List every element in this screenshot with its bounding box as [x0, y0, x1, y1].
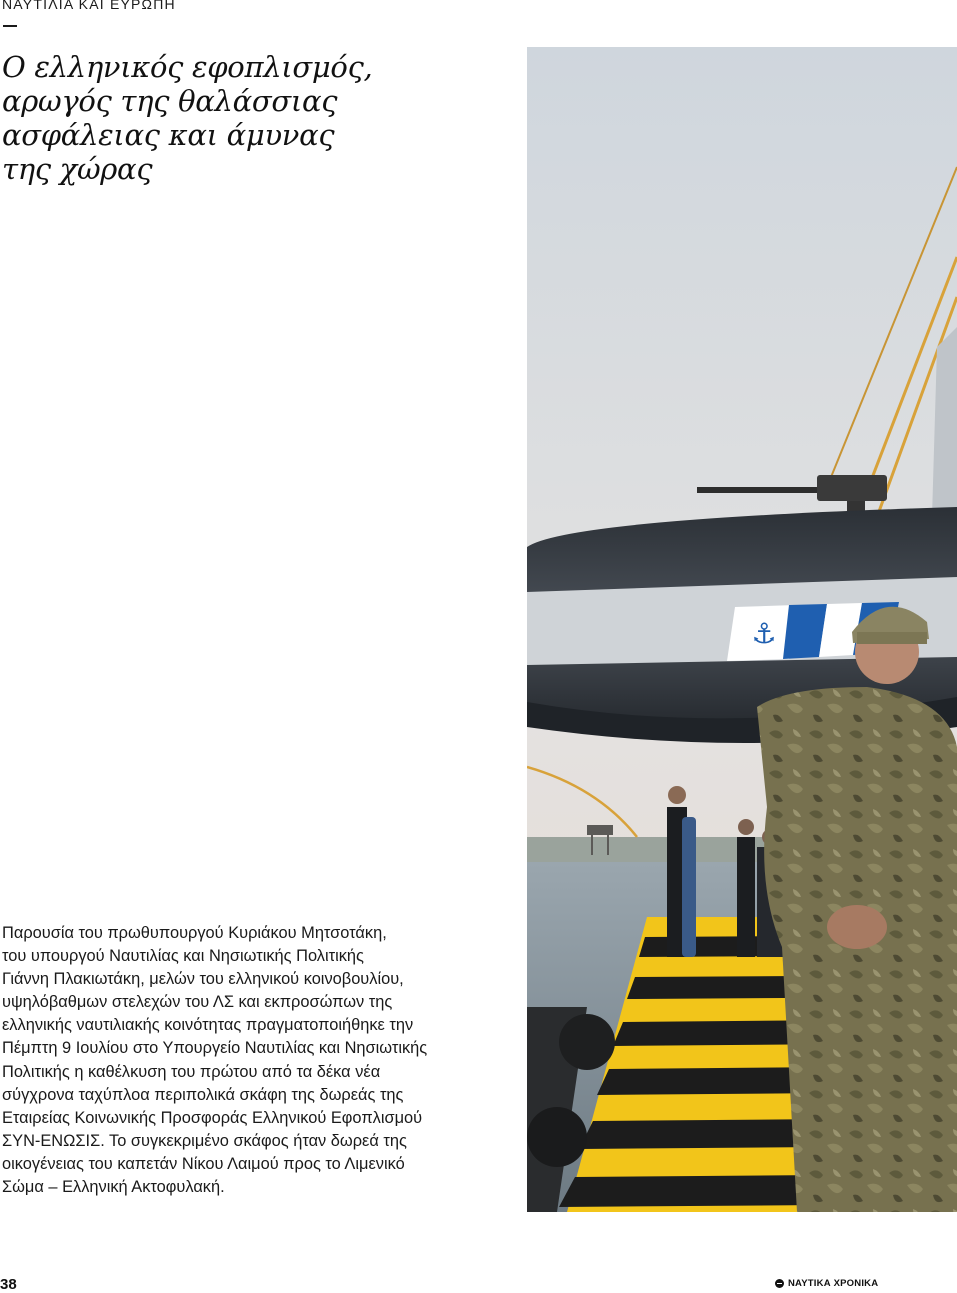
page-number: 38	[0, 1276, 17, 1293]
headline-line: Ο ελληνικός εφοπλισμός,	[2, 50, 373, 84]
body-line: Πέμπτη 9 Ιουλίου στο Υπουργείο Ναυτιλίας και Νησιωτικής	[2, 1039, 428, 1058]
body-line: του υπουργού Ναυτιλίας και Νησιωτικής Πολιτικής	[2, 947, 364, 966]
body-line: Εταιρείας Κοινωνικής Προσφοράς Ελληνικού Εφοπλισμού	[2, 1108, 423, 1127]
section-divider	[3, 25, 17, 27]
body-line: ελληνικής ναυτιλιακής κοινότητας πραγματοποιήθηκε την	[2, 1016, 414, 1035]
article-headline	[2, 50, 442, 186]
headline-line: ασφάλειας και άμυνας	[2, 118, 335, 152]
body-line: Γιάννη Πλακιωτάκη, μελών του ελληνικού κοινοβουλίου,	[2, 970, 404, 989]
body-line: υψηλόβαθμων στελεχών του ΛΣ και εκπροσώπων της	[2, 993, 393, 1012]
body-line: Παρουσία του πρωθυπουργού Κυριάκου Μητσοτάκη,	[2, 924, 387, 942]
magazine-name: ΝΑΥΤΙΚΑ ΧΡΟΝΙΚΑ	[788, 1278, 879, 1289]
body-line: Σώμα – Ελληνική Ακτοφυλακή.	[2, 1178, 225, 1197]
body-line: οικογένειας του καπετάν Νίκου Λαιμού προς το Λιμενικό	[2, 1154, 405, 1173]
article-body	[2, 922, 508, 1199]
body-line: Πολιτικής η καθέλκυση του πρώτου από τα δέκα νέα	[2, 1062, 381, 1081]
brand-circle-icon	[775, 1279, 784, 1288]
body-line: ΣΥΝ-ΕΝΩΣΙΣ. Το συγκεκριμένο σκάφος ήταν δωρεά της	[2, 1131, 407, 1150]
patrol-boat-photo-illustration	[527, 47, 957, 1212]
body-line: σύγχρονα ταχύπλοα περιπολικά σκάφη της δωρεάς της	[2, 1085, 404, 1104]
article-photo	[527, 47, 957, 1212]
magazine-brand	[775, 1278, 878, 1289]
svg-text:⚓: ⚓	[751, 617, 777, 650]
headline-line: της χώρας	[2, 152, 153, 186]
section-label: ΝΑΥΤΙΛΙΑ ΚΑΙ ΕΥΡΩΠΗ	[2, 0, 176, 12]
headline-line: αρωγός της θαλάσσιας	[2, 84, 338, 118]
